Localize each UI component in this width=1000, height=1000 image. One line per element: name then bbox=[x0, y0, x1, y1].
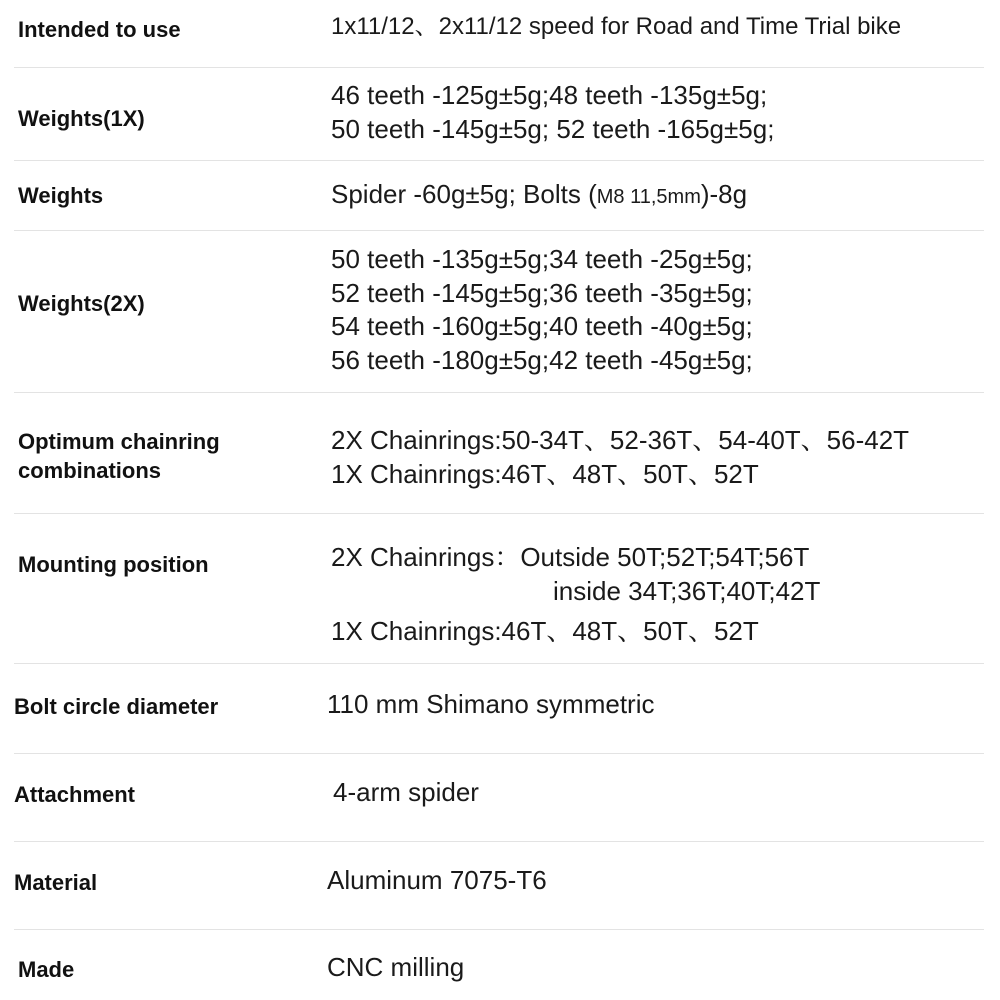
spec-label: Weights(2X) bbox=[18, 291, 145, 316]
bolt-size-text: M8 11,5mm bbox=[596, 186, 701, 208]
spec-value: CNC milling bbox=[327, 952, 465, 982]
spec-label bbox=[18, 427, 220, 485]
row-divider bbox=[14, 929, 984, 930]
row-divider bbox=[14, 392, 984, 393]
value-line: 56 teeth -180g±5g;42 teeth -45g±5g; bbox=[331, 344, 753, 375]
spec-value bbox=[331, 178, 747, 215]
spec-label: Mounting position bbox=[18, 552, 209, 577]
spec-label: Attachment bbox=[14, 782, 136, 807]
row-divider bbox=[14, 841, 984, 842]
value-line: 1X Chainrings:46T、48T、50T、52T bbox=[331, 616, 759, 646]
value-line: 46 teeth -125g±5g;48 teeth -135g±5g; bbox=[331, 80, 768, 110]
value-line: inside 34T;36T;40T;42T bbox=[553, 575, 821, 606]
spec-value bbox=[331, 79, 774, 146]
spec-label: Made bbox=[18, 957, 75, 982]
row-divider bbox=[14, 160, 984, 161]
spec-value bbox=[331, 424, 909, 491]
row-divider bbox=[14, 753, 984, 754]
value-text: Spider -60g±5g; Bolts ( bbox=[331, 179, 597, 209]
row-divider bbox=[14, 513, 984, 514]
value-line: 52 teeth -145g±5g;36 teeth -35g±5g; bbox=[331, 277, 753, 308]
spec-label: Bolt circle diameter bbox=[14, 694, 219, 719]
value-text: )-8g bbox=[700, 179, 748, 209]
value-line: 2X Chainrings：Outside 50T;52T;54T;56T bbox=[331, 542, 810, 572]
spec-value: 110 mm Shimano symmetric bbox=[327, 689, 655, 719]
label-line: combinations bbox=[18, 458, 162, 483]
spec-value: Aluminum 7075-T6 bbox=[327, 865, 547, 895]
value-line: 50 teeth -145g±5g; 52 teeth -165g±5g; bbox=[331, 113, 775, 144]
row-divider bbox=[14, 663, 984, 664]
spec-value: 1x11/12、2x11/12 speed for Road and Time Trial bike bbox=[331, 13, 902, 40]
value-line: 1X Chainrings:46T、48T、50T、52T bbox=[331, 458, 759, 489]
value-line: 54 teeth -160g±5g;40 teeth -40g±5g; bbox=[331, 311, 753, 341]
spec-label: Weights bbox=[18, 183, 104, 208]
spec-label: Intended to use bbox=[18, 17, 181, 42]
spec-value bbox=[331, 541, 820, 649]
spec-value: 4-arm spider bbox=[333, 777, 479, 807]
row-divider bbox=[14, 230, 984, 231]
spec-value bbox=[331, 243, 753, 377]
label-line: Optimum chainring bbox=[18, 429, 220, 454]
row-divider bbox=[14, 67, 984, 68]
spec-label: Weights(1X) bbox=[18, 106, 145, 131]
spec-label: Material bbox=[14, 870, 98, 895]
value-line: 2X Chainrings:50-34T、52-36T、54-40T、56-42T bbox=[331, 425, 910, 455]
value-line: 50 teeth -135g±5g;34 teeth -25g±5g; bbox=[331, 244, 753, 274]
